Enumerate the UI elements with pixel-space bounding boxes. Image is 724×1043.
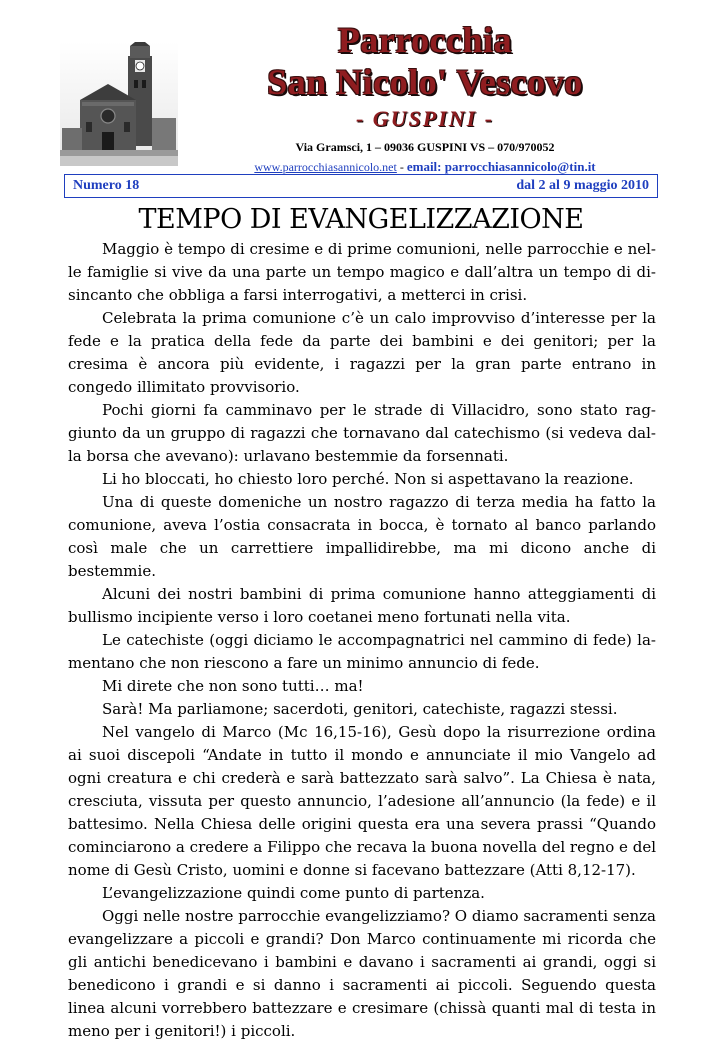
contact-separator: - [396,160,407,174]
paragraph: Li ho bloccati, ho chiesto loro perché. Non si aspettavano la reazione. [102,470,634,488]
email-address[interactable]: email: parrocchiasannicolo@tin.it [406,159,596,174]
issue-number: Numero 18 [73,178,140,193]
paragraph: Alcuni dei nostri bambini di prima comunione hanno atteggiamenti di bullismo incipiente verso i loro coetanei meno fortunati nella vita. [68,585,656,626]
paragraph: Oggi nelle nostre parrocchie evangelizziamo? O diamo sacramenti senza evangelizzare a piccoli e grandi? Don Marco continuamente mi ricorda che gli antichi benedicevano i bambini e davano i sacramenti ai grandi, oggi si benedicono i grandi e si danno i sacramenti ai piccoli. Seguendo questa linea alcuni vorrebbero battezzare e cresimare (chissà quanti mal di testa in meno per i genitori!) i piccoli. [68,907,656,1040]
masthead-title: Parrocchia [337,20,513,60]
masthead-subtitle: San Nicolo' Vescovo [267,62,583,102]
parish-address: Via Gramsci, 1 – 09036 GUSPINI VS – 070/970052 [295,140,555,154]
issue-dates: dal 2 al 9 maggio 2010 [516,178,649,193]
paragraph: L’evangelizzazione quindi come punto di partenza. [102,884,485,902]
paragraph: Nel vangelo di Marco (Mc 16,15-16), Gesù dopo la risurrezione ordina ai suoi discepoli “Andate in tutto il mondo e annunciate il mio Vangelo ad ogni creatura e chi crederà e sarà battezzato sarà salvo”. La Chiesa è nata, cresciuta, vissuta per questo annuncio, l’adesione all’annuncio (la fede) e il battesimo. Nella Chiesa delle origini questa era una severa prassi “Quando cominciarono a credere a Filippo che recava la buona novella del regno e del nome di Gesù Cristo, uomini e donne si facevano battezzare (Atti 8,12-17). [68,723,656,879]
article-body [68,238,656,1043]
church-photo [60,42,178,166]
masthead [190,18,660,175]
masthead-town: - GUSPINI - [355,106,495,131]
paragraph: Una di queste domeniche un nostro ragazzo di terza media ha fatto la comunione, aveva l’ostia consacrata in bocca, è tornato al banco parlando così male che un carrettiere impallidirebbe, ma mi dicono anche di bestemmie. [68,493,656,580]
paragraph: Le catechiste (oggi diciamo le accompagnatrici nel cammino di fede) lamentano che non riescono a fare un minimo annuncio di fede. [68,631,656,672]
paragraph: Sarà! Ma parliamone; sacerdoti, genitori, catechiste, ragazzi stessi. [102,700,618,718]
paragraph: Pochi giorni fa camminavo per le strade di Villacidro, sono stato raggiunto da un gruppo di ragazzi che tornavano dal catechismo (si vedeva dalla borsa che avevano): urlavano bestemmie da forsennati. [68,401,656,465]
issue-bar [64,174,658,198]
paragraph: Maggio è tempo di cresime e di prime comunioni, nelle parrocchie e nelle famiglie si vive da una parte un tempo magico e dall’altra un tempo di disincanto che obbliga a farsi interrogativi, a metterci in crisi. [68,240,656,304]
website-link[interactable]: www.parrocchiasannicolo.net [254,160,397,174]
parish-contacts [190,159,660,175]
paragraph: Mi direte che non sono tutti… ma! [102,677,364,695]
article-title: TEMPO DI EVANGELIZZAZIONE [138,204,584,235]
paragraph: Celebrata la prima comunione c’è un calo improvviso d’interesse per la fede e la pratica della fede da parte dei bambini e dei genitori; per la cresima è ancora più evidente, i ragazzi per la gran parte entrano in congedo illimitato provvisorio. [68,309,656,396]
